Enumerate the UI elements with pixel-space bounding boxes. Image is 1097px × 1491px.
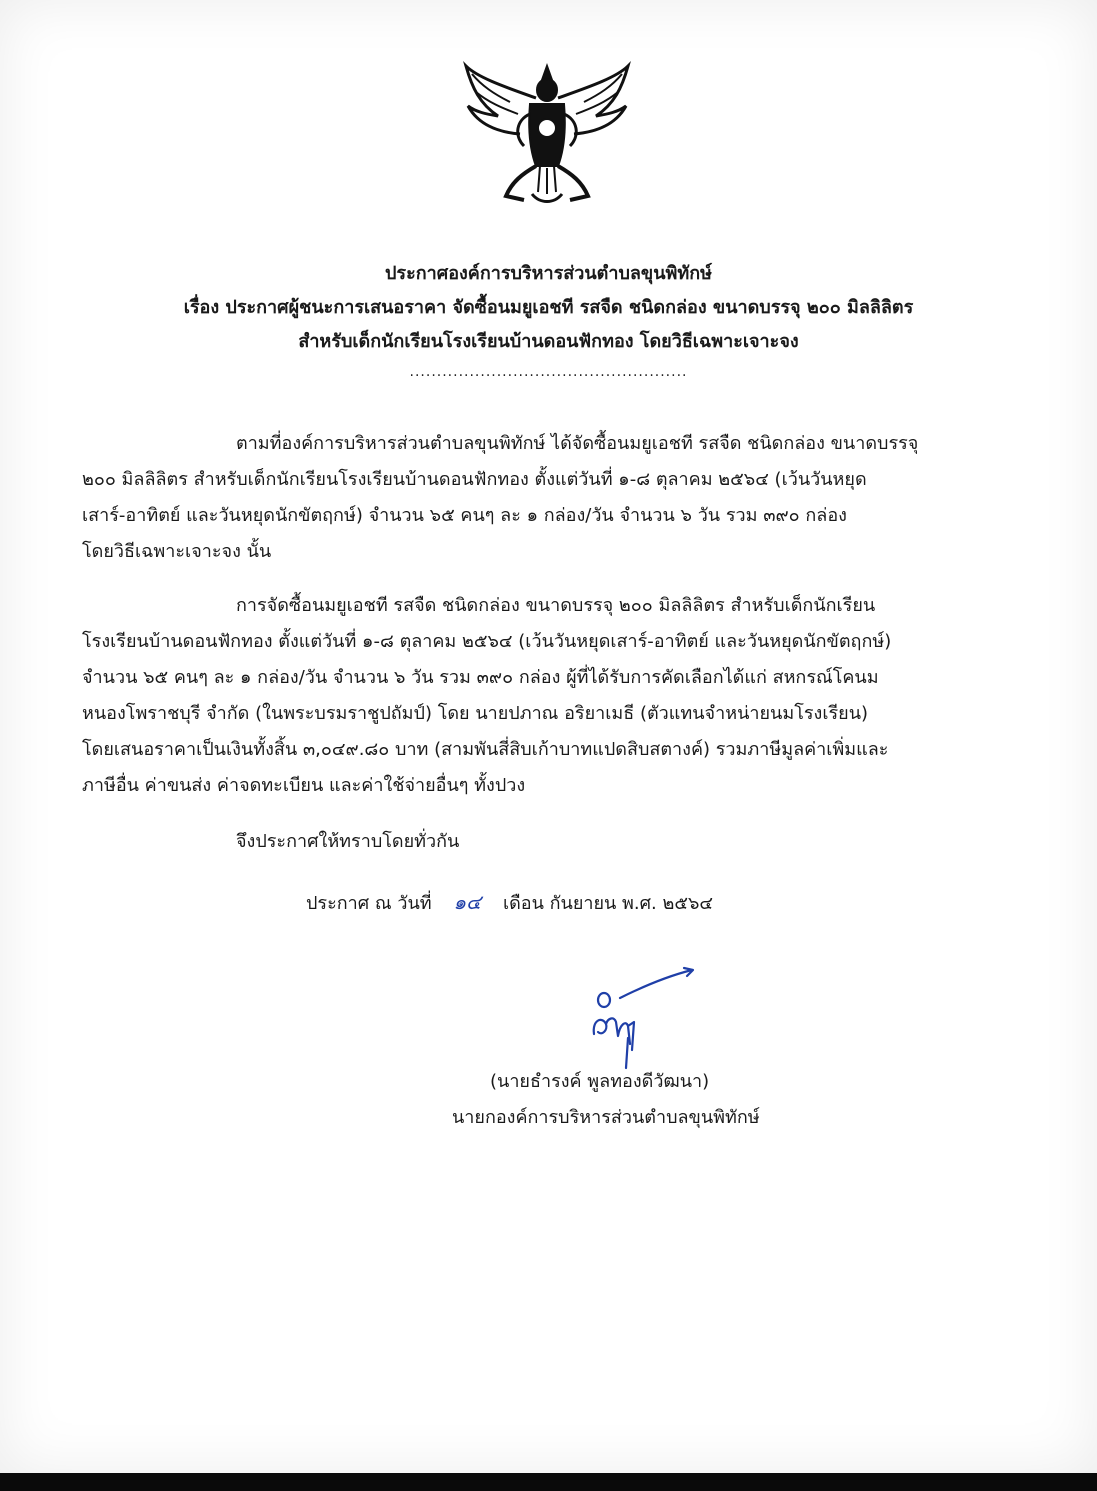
closing-notice: จึงประกาศให้ทราบโดยทั่วกัน — [236, 831, 460, 852]
paragraph2-line: จำนวน ๖๕ คนๆ ละ ๑ กล่อง/วัน จำนวน ๖ วัน รวม ๓๙๐ กล่อง ผู้ที่ได้รับการคัดเลือกได้แก่ สหกรณ์โคนม — [82, 667, 879, 688]
paragraph1-line: ๒๐๐ มิลลิลิตร สำหรับเด็กนักเรียนโรงเรียนบ้านดอนฟักทอง ตั้งแต่วันที่ ๑-๘ ตุลาคม ๒๕๖๔ (เว้นวันหยุด — [82, 469, 867, 490]
bottom-bar — [0, 1473, 1097, 1491]
signatory-name: (นายธำรงค์ พูลทองดีวัฒนา) — [490, 1071, 710, 1092]
date-day: ๑๔ — [453, 890, 482, 914]
announcement-title: ประกาศองค์การบริหารส่วนตำบลขุนพิทักษ์ — [385, 263, 712, 284]
announcement-subject-cont: สำหรับเด็กนักเรียนโรงเรียนบ้านดอนฟักทอง โดยวิธีเฉพาะเจาะจง — [298, 331, 799, 352]
paragraph2-line: หนองโพราชบุรี จำกัด (ในพระบรมราชูปถัมป์) โดย นายปภาณ อริยาเมธี (ตัวแทนจำหน่ายนมโรงเรียน) — [82, 703, 869, 724]
paragraph2-line: การจัดซื้อนมยูเอชที รสจืด ชนิดกล่อง ขนาดบรรจุ ๒๐๐ มิลลิลิตร สำหรับเด็กนักเรียน — [236, 595, 876, 616]
paragraph1-line: ตามที่องค์การบริหารส่วนตำบลขุนพิทักษ์ ได้จัดซื้อนมยูเอชที รสจืด ชนิดกล่อง ขนาดบรรจุ — [236, 433, 919, 454]
paragraph2-line: โรงเรียนบ้านดอนฟักทอง ตั้งแต่วันที่ ๑-๘ ตุลาคม ๒๕๖๔ (เว้นวันหยุดเสาร์-อาทิตย์ และวันหยุดนักขัตฤกษ์) — [82, 631, 892, 652]
header-separator: ................................................... — [409, 364, 688, 380]
paragraph1-line: เสาร์-อาทิตย์ และวันหยุดนักขัตฤกษ์) จำนวน ๖๕ คนๆ ละ ๑ กล่อง/วัน จำนวน ๖ วัน รวม ๓๙๐ กล่อง — [82, 505, 847, 526]
announcement-subject: เรื่อง ประกาศผู้ชนะการเสนอราคา จัดซื้อนมยูเอชที รสจืด ชนิดกล่อง ขนาดบรรจุ ๒๐๐ มิลลิลิตร — [183, 297, 914, 318]
announcement-date — [306, 886, 713, 918]
date-prefix: ประกาศ ณ วันที่ — [306, 893, 432, 914]
paragraph2-line: ภาษีอื่น ค่าขนส่ง ค่าจดทะเบียน และค่าใช้จ่ายอื่นๆ ทั้งปวง — [82, 775, 526, 796]
paragraph1-line: โดยวิธีเฉพาะเจาะจง นั้น — [82, 541, 272, 562]
garuda-emblem-icon — [458, 58, 636, 208]
paragraph2-line: โดยเสนอราคาเป็นเงินทั้งสิ้น ๓,๐๔๙.๘๐ บาท (สามพันสี่สิบเก้าบาทแปดสิบสตางค์) รวมภาษีมูลค่าเพิ่มและ — [82, 739, 889, 760]
signatory-position: นายกองค์การบริหารส่วนตำบลขุนพิทักษ์ — [452, 1107, 760, 1128]
date-month: เดือน กันยายน พ.ศ. ๒๕๖๔ — [502, 893, 714, 914]
handwritten-signature-icon — [580, 962, 700, 1072]
